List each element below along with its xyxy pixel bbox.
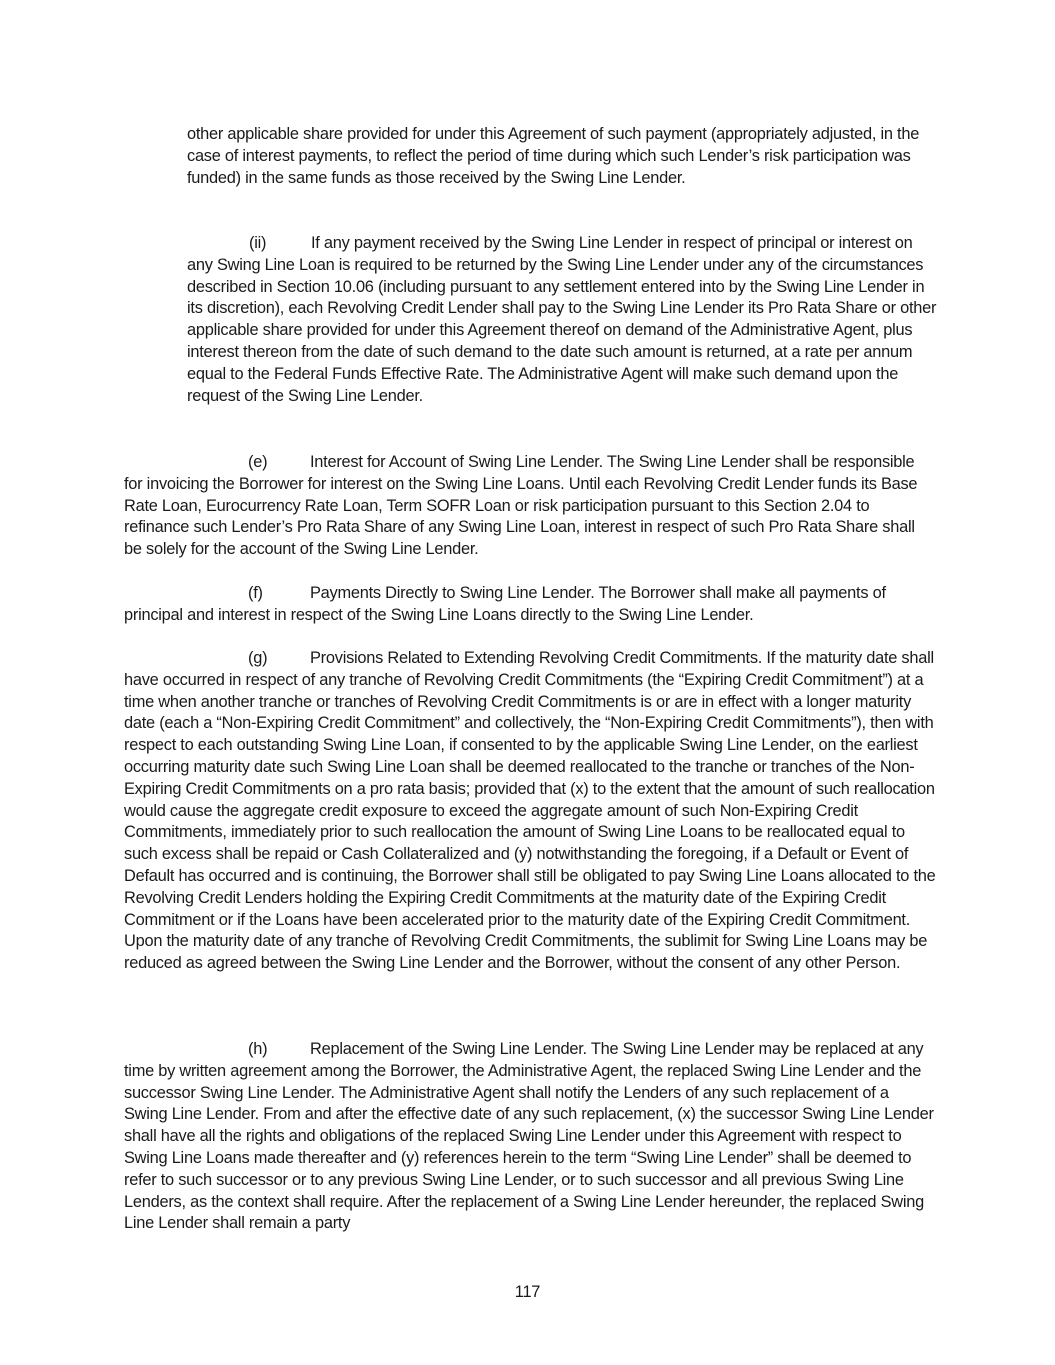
paragraph-text: If any payment received by the Swing Line Lender in respect of principal or interest on any Swing Line Loan is required to be returned by the Swing Line Lender under any of the circumstances described in Section 10.06 (including pursuant to any settlement entered into by the Swing Line Lender in its discretion), each Revolving Credit Lender shall pay to the Swing Line Lender its Pro Rata Share or other applicable share provided for under this Agreement thereof on demand of the Administrative Agent, plus interest thereon from the date of such demand to the date such amount is returned, at a rate per annum equal to the Federal Funds Effective Rate. The Administrative Agent will make such demand upon the request of the Swing Line Lender.	[187, 234, 937, 405]
paragraph-text: Replacement of the Swing Line Lender. The Swing Line Lender may be replaced at any time by written agreement among the Borrower, the Administrative Agent, the replaced Swing Line Lender and the successor Swing Line Lender. The Administrative Agent shall notify the Lenders of any such replacement of a Swing Line Lender. From and after the effective date of any such replacement, (x) the successor Swing Line Lender shall have all the rights and obligations of the replaced Swing Line Lender under this Agreement with respect to Swing Line Loans made thereafter and (y) references herein to the term “Swing Line Lender” shall be deemed to refer to such successor or to any previous Swing Line Lender, or to such successor and all previous Swing Line Lenders, as the context shall require. After the replacement of a Swing Line Lender hereunder, the replaced Swing Line Lender shall remain a party	[124, 1040, 934, 1233]
paragraph-text: Provisions Related to Extending Revolving Credit Commitments. If the maturity date shall have occurred in respect of any tranche of Revolving Credit Commitments (the “Expiring Credit Commitment”) at a time when another tranche or tranches of Revolving Credit Commitments is or are in effect with a longer maturity date (each a “Non-Expiring Credit Commitment” and collectively, the “Non-Expiring Credit Commitments”), then with respect to each outstanding Swing Line Loan, if consented to by the applicable Swing Line Lender, on the earliest occurring maturity date such Swing Line Loan shall be deemed reallocated to the tranche or tranches of the Non-Expiring Credit Commitments on a pro rata basis; provided that (x) to the extent that the amount of such reallocation would cause the aggregate credit exposure to exceed the aggregate amount of such Non-Expiring Credit Commitments, immediately prior to such reallocation the amount of Swing Line Loans to be reallocated equal to such excess shall be repaid or Cash Collateralized and (y) notwithstanding the foregoing, if a Default or Event of Default has occurred and is continuing, the Borrower shall still be obligated to pay Swing Line Loans allocated to the Revolving Credit Lenders holding the Expiring Credit Commitments at the maturity date of the Expiring Credit Commitment or if the Loans have been accelerated prior to the maturity date of the Expiring Credit Commitment. Upon the maturity date of any tranche of Revolving Credit Commitments, the sublimit for Swing Line Loans may be reduced as agreed between the Swing Line Lender and the Borrower, without the consent of any other Person.	[124, 649, 936, 973]
paragraph-f	[124, 583, 936, 627]
paragraph-text: Interest for Account of Swing Line Lender. The Swing Line Lender shall be responsible for invoicing the Borrower for interest on the Swing Line Loans. Until each Revolving Credit Lender funds its Base Rate Loan, Eurocurrency Rate Loan, Term SOFR Loan or risk participation pursuant to this Section 2.04 to refinance such Lender’s Pro Rata Share of any Swing Line Loan, interest in respect of such Pro Rata Share shall be solely for the account of the Swing Line Lender.	[124, 453, 918, 559]
paragraph-marker: (f)	[248, 584, 263, 602]
paragraph-e	[124, 452, 936, 561]
paragraph-marker: (ii)	[249, 234, 267, 252]
paragraph-g	[124, 648, 936, 975]
paragraph-h	[124, 1039, 936, 1235]
paragraph-marker: (h)	[248, 1040, 268, 1058]
paragraph-text: Payments Directly to Swing Line Lender. The Borrower shall make all payments of principal and interest in respect of the Swing Line Loans directly to the Swing Line Lender.	[124, 584, 886, 624]
paragraph-marker: (e)	[248, 453, 268, 471]
paragraph-marker: (g)	[248, 649, 268, 667]
paragraph-text: other applicable share provided for under this Agreement of such payment (appropriately adjusted, in the case of interest payments, to reflect the period of time during which such Lender’s risk participation was funded) in the same funds as those received by the Swing Line Lender.	[187, 125, 920, 187]
page-number: 117	[514, 1283, 541, 1301]
paragraph-ii	[187, 233, 937, 407]
paragraph-continuation	[187, 124, 937, 189]
